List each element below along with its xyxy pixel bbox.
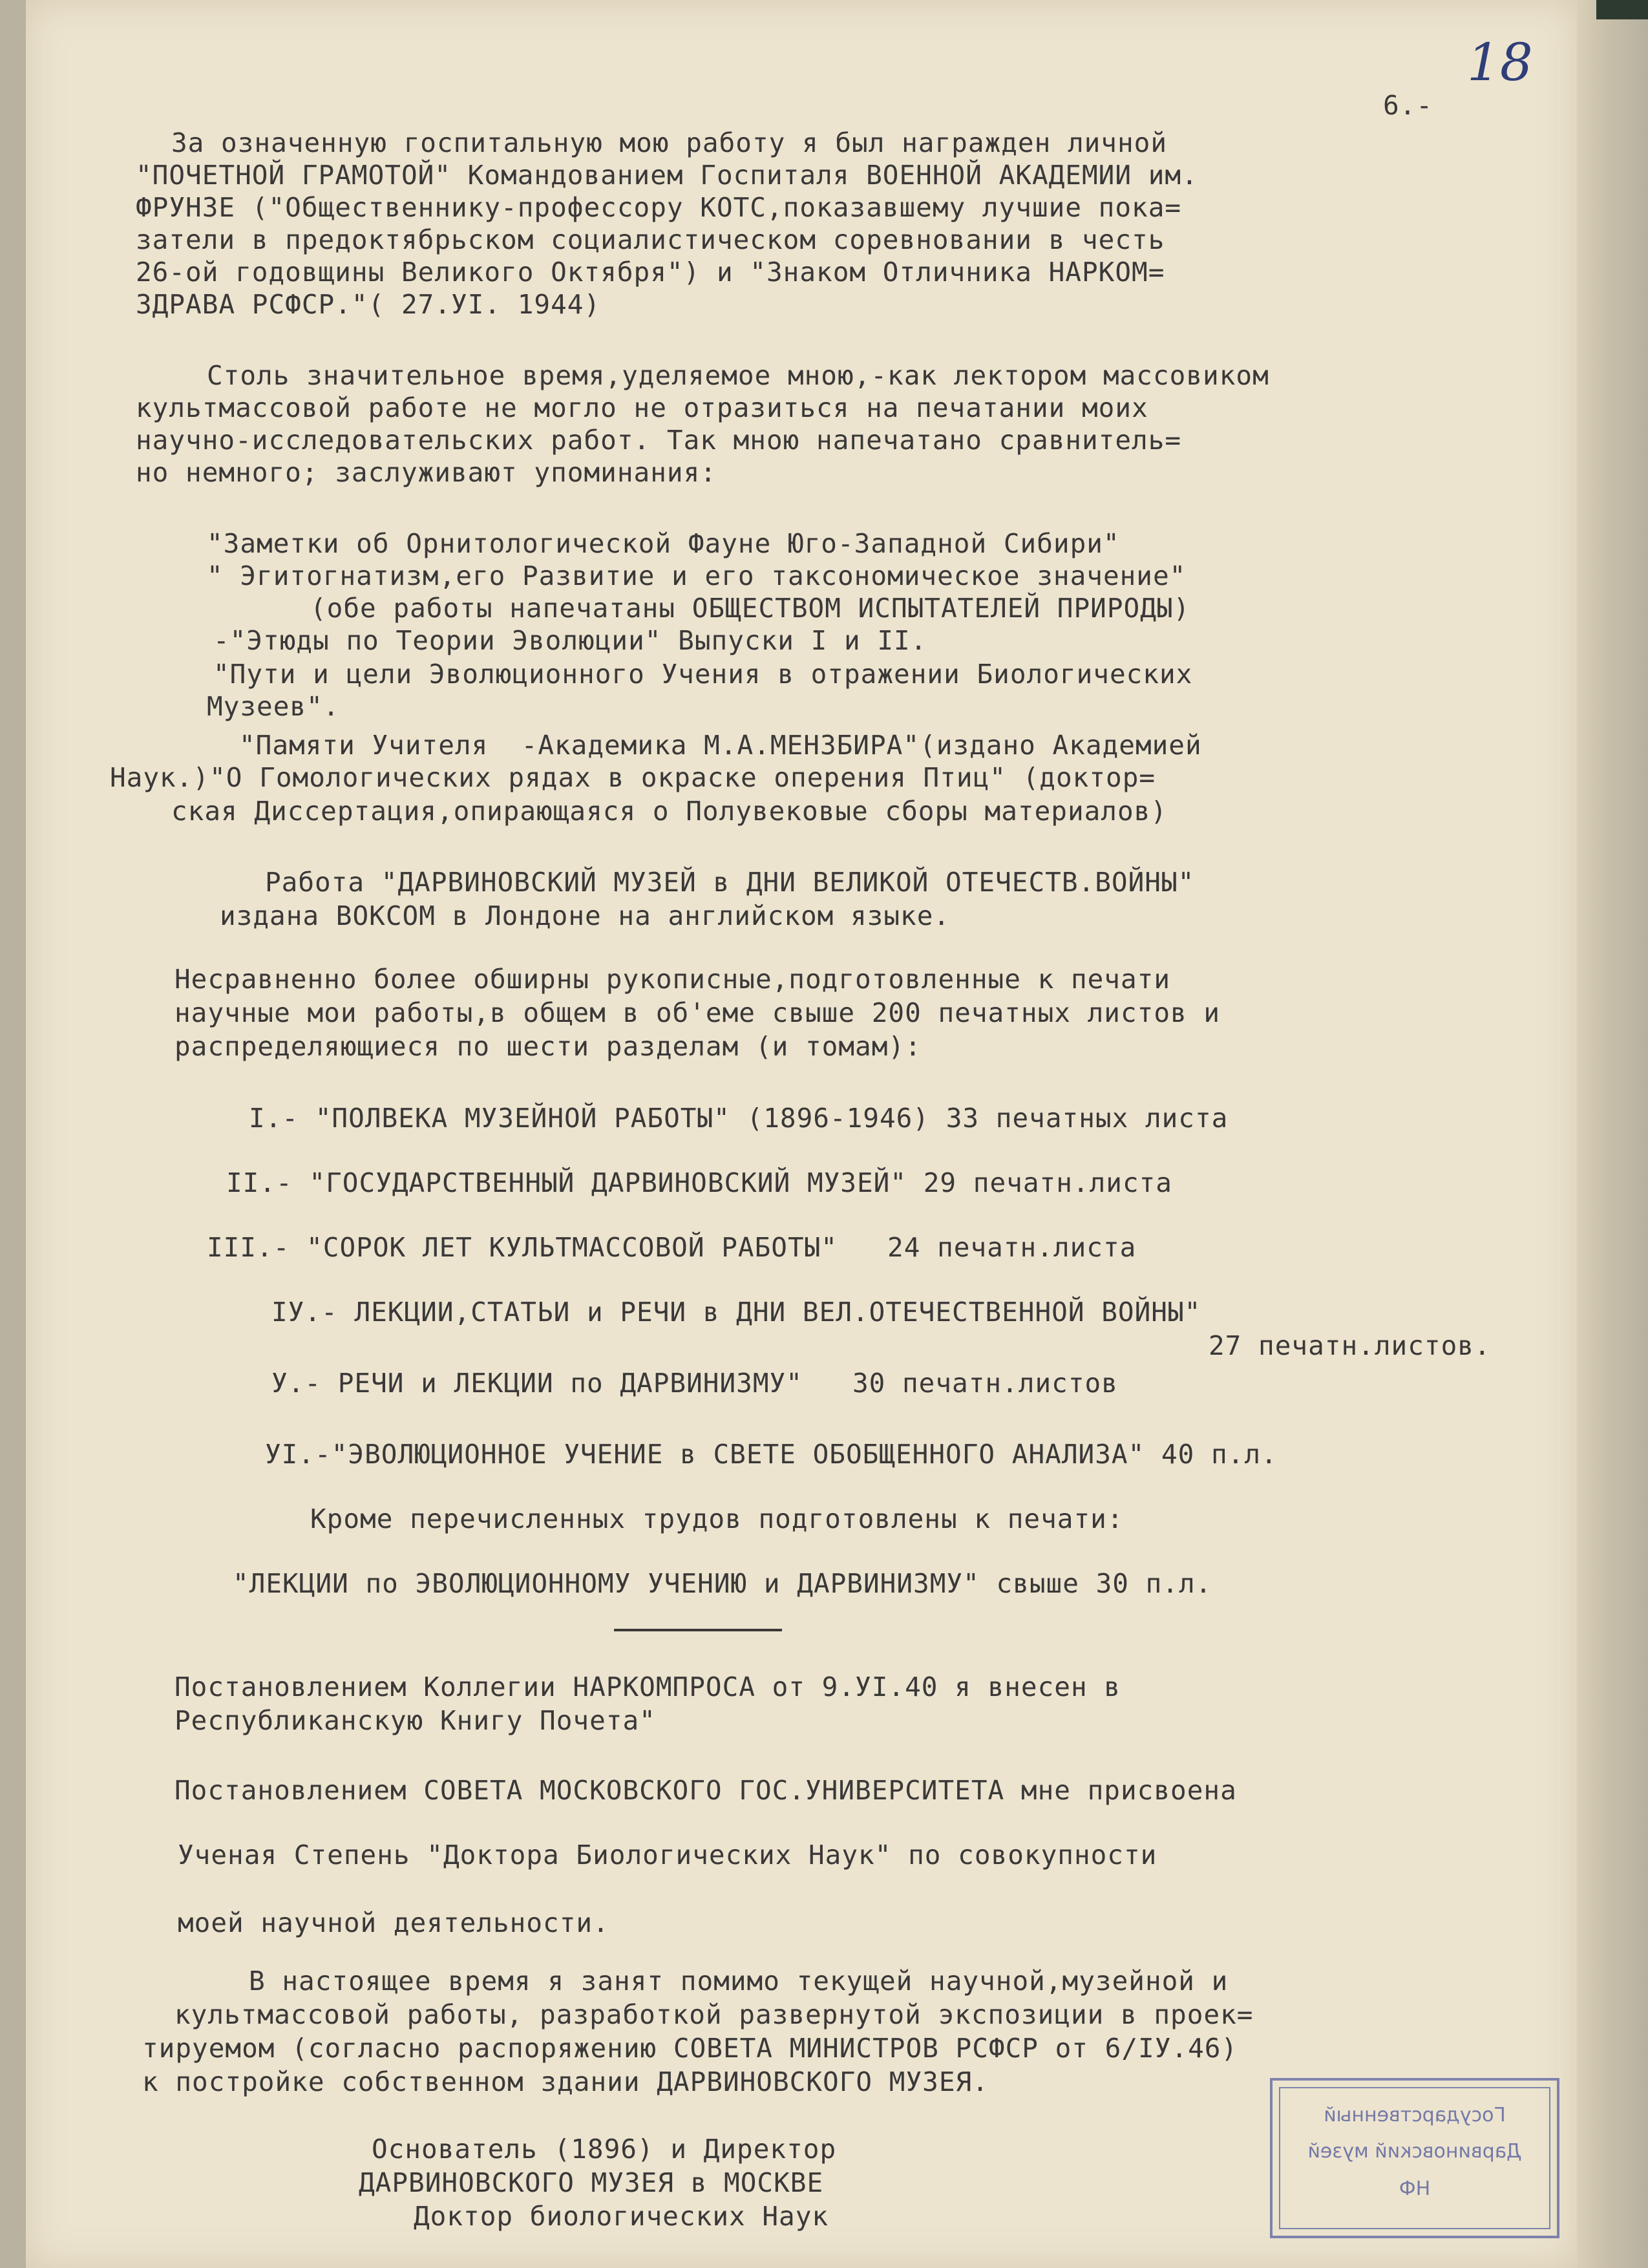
paragraph-8-line: культмассовой работы, разработкой развернутой экспозиции в проек=: [174, 1999, 1254, 2030]
background-corner: [1596, 0, 1648, 19]
volume-item: III.- "СОРОК ЛЕТ КУЛЬТМАССОВОЙ РАБОТЫ" 24 печатн.листа: [207, 1232, 1137, 1263]
paragraph-3-line: Работа "ДАРВИНОВСКИЙ МУЗЕЙ в ДНИ ВЕЛИКОЙ ОТЕЧЕСТВ.ВОЙНЫ": [265, 867, 1195, 898]
publication-item: ская Диссертация,опирающаяся о Полувековые сборы материалов): [171, 796, 1168, 827]
paragraph-4-line: научные мои работы,в общем в об'еме свыше 200 печатных листов и: [174, 997, 1221, 1028]
paragraph-1-line: 26-ой годовщины Великого Октября") и "Знаком Отличника НАРКОМ=: [136, 257, 1165, 288]
paragraph-8-line: к постройке собственном здании ДАРВИНОВСКОГО МУЗЕЯ.: [142, 2066, 989, 2097]
volume-item-pages: 27 печатн.листов.: [1209, 1330, 1491, 1361]
paragraph-2-line: культмассовой работе не могло не отразиться на печатании моих: [136, 392, 1148, 423]
stamp-line: НФ: [1399, 2178, 1431, 2200]
museum-stamp: [1270, 2078, 1559, 2238]
paragraph-6-line: Республиканскую Книгу Почета": [174, 1705, 656, 1736]
volume-item: У.- РЕЧИ и ЛЕКЦИИ по ДАРВИНИЗМУ" 30 печатн.листов: [271, 1368, 1118, 1399]
publication-item: " Эгитогнатизм,его Развитие и его таксономическое значение": [207, 560, 1187, 591]
signature-line: ДАРВИНОВСКОГО МУЗЕЯ в МОСКВЕ: [359, 2167, 824, 2198]
separator-line: [614, 1629, 782, 1631]
signature-line: Доктор биологических Наук: [414, 2201, 829, 2232]
paragraph-2-line: но немного; заслуживают упоминания:: [136, 457, 717, 488]
paragraph-2-line: научно-исследовательских работ. Так мною напечатано сравнитель=: [136, 425, 1182, 456]
paragraph-7-line: Постановлением СОВЕТА МОСКОВСКОГО ГОС.УНИВЕРСИТЕТА мне присвоена: [174, 1775, 1237, 1806]
publication-item: "Заметки об Орнитологической Фауне Юго-Западной Сибири": [207, 528, 1120, 559]
volume-item: IУ.- ЛЕКЦИИ,СТАТЬИ и РЕЧИ в ДНИ ВЕЛ.ОТЕЧЕСТВЕННОЙ ВОЙНЫ": [271, 1297, 1201, 1328]
publication-item: Музеев".: [207, 691, 340, 722]
publication-item: "Пути и цели Эволюционного Учения в отражении Биологических: [213, 659, 1193, 690]
stamp-line: Дарвиновский музей: [1307, 2140, 1522, 2163]
paragraph-8-line: тируемом (согласно распоряжению СОВЕТА МИНИСТРОВ РСФСР от 6/IУ.46): [142, 2033, 1238, 2064]
paragraph-8-line: В настоящее время я занят помимо текущей научной,музейной и: [249, 1966, 1229, 1997]
publication-item: (обе работы напечатаны ОБЩЕСТВОМ ИСПЫТАТЕЛЕЙ ПРИРОДЫ): [310, 593, 1190, 624]
page-number: 6.-: [1383, 90, 1433, 121]
volume-item: I.- "ПОЛВЕКА МУЗЕЙНОЙ РАБОТЫ" (1896-1946) 33 печатных листа: [249, 1103, 1229, 1134]
publication-item: Наук.)"О Гомологических рядах в окраске оперения Птиц" (доктор=: [110, 762, 1156, 793]
publication-item: "Памяти Учителя -Академика М.А.МЕНЗБИРА"(издано Академией: [239, 730, 1202, 761]
publication-item: -"Этюды по Теории Эволюции" Выпуски I и II.: [213, 625, 927, 656]
paragraph-1-line: ФРУНЗЕ ("Общественнику-профессору КОТС,показавшему лучшие пока=: [136, 192, 1182, 223]
paragraph-1-line: За означенную госпитальную мою работу я был награжден личной: [171, 127, 1168, 158]
paragraph-6-line: Постановлением Коллегии НАРКОМПРОСА от 9.УI.40 я внесен в: [174, 1671, 1121, 1702]
paragraph-1-line: затели в предоктябрьском социалистическом соревновании в честь: [136, 224, 1165, 255]
paragraph-5-line: "ЛЕКЦИИ по ЭВОЛЮЦИОННОМУ УЧЕНИЮ и ДАРВИНИЗМУ" свыше 30 п.л.: [233, 1568, 1212, 1599]
paragraph-4-line: распределяющиеся по шести разделам (и томам):: [174, 1031, 922, 1062]
volume-item: УI.-"ЭВОЛЮЦИОННОЕ УЧЕНИЕ в СВЕТЕ ОБОБЩЕННОГО АНАЛИЗА" 40 п.л.: [265, 1439, 1278, 1470]
paragraph-7-line: моей научной деятельности.: [178, 1907, 609, 1938]
paragraph-7-line: Ученая Степень "Доктора Биологических Наук" по совокупности: [178, 1839, 1157, 1871]
paragraph-4-line: Несравненно более обширны рукописные,подготовленные к печати: [174, 964, 1171, 995]
volume-item: II.- "ГОСУДАРСТВЕННЫЙ ДАРВИНОВСКИЙ МУЗЕЙ" 29 печатн.листа: [226, 1167, 1172, 1198]
paragraph-2-line: Столь значительное время,уделяемое мною,-как лектором массовиком: [207, 360, 1269, 391]
stamp-line: Государственный: [1324, 2104, 1506, 2126]
paragraph-1-line: "ПОЧЕТНОЙ ГРАМОТОЙ" Командованием Госпиталя ВОЕННОЙ АКАДЕМИИ им.: [136, 160, 1198, 191]
handwritten-page-number: 18: [1467, 32, 1533, 92]
paragraph-3-line: издана ВОКСОМ в Лондоне на английском языке.: [220, 900, 951, 931]
paragraph-5-line: Кроме перечисленных трудов подготовлены к печати:: [310, 1503, 1124, 1534]
page-edge: [1577, 0, 1648, 2268]
paragraph-1-line: ЗДРАВА РСФСР."( 27.УI. 1944): [136, 289, 601, 320]
signature-line: Основатель (1896) и Директор: [372, 2134, 837, 2165]
